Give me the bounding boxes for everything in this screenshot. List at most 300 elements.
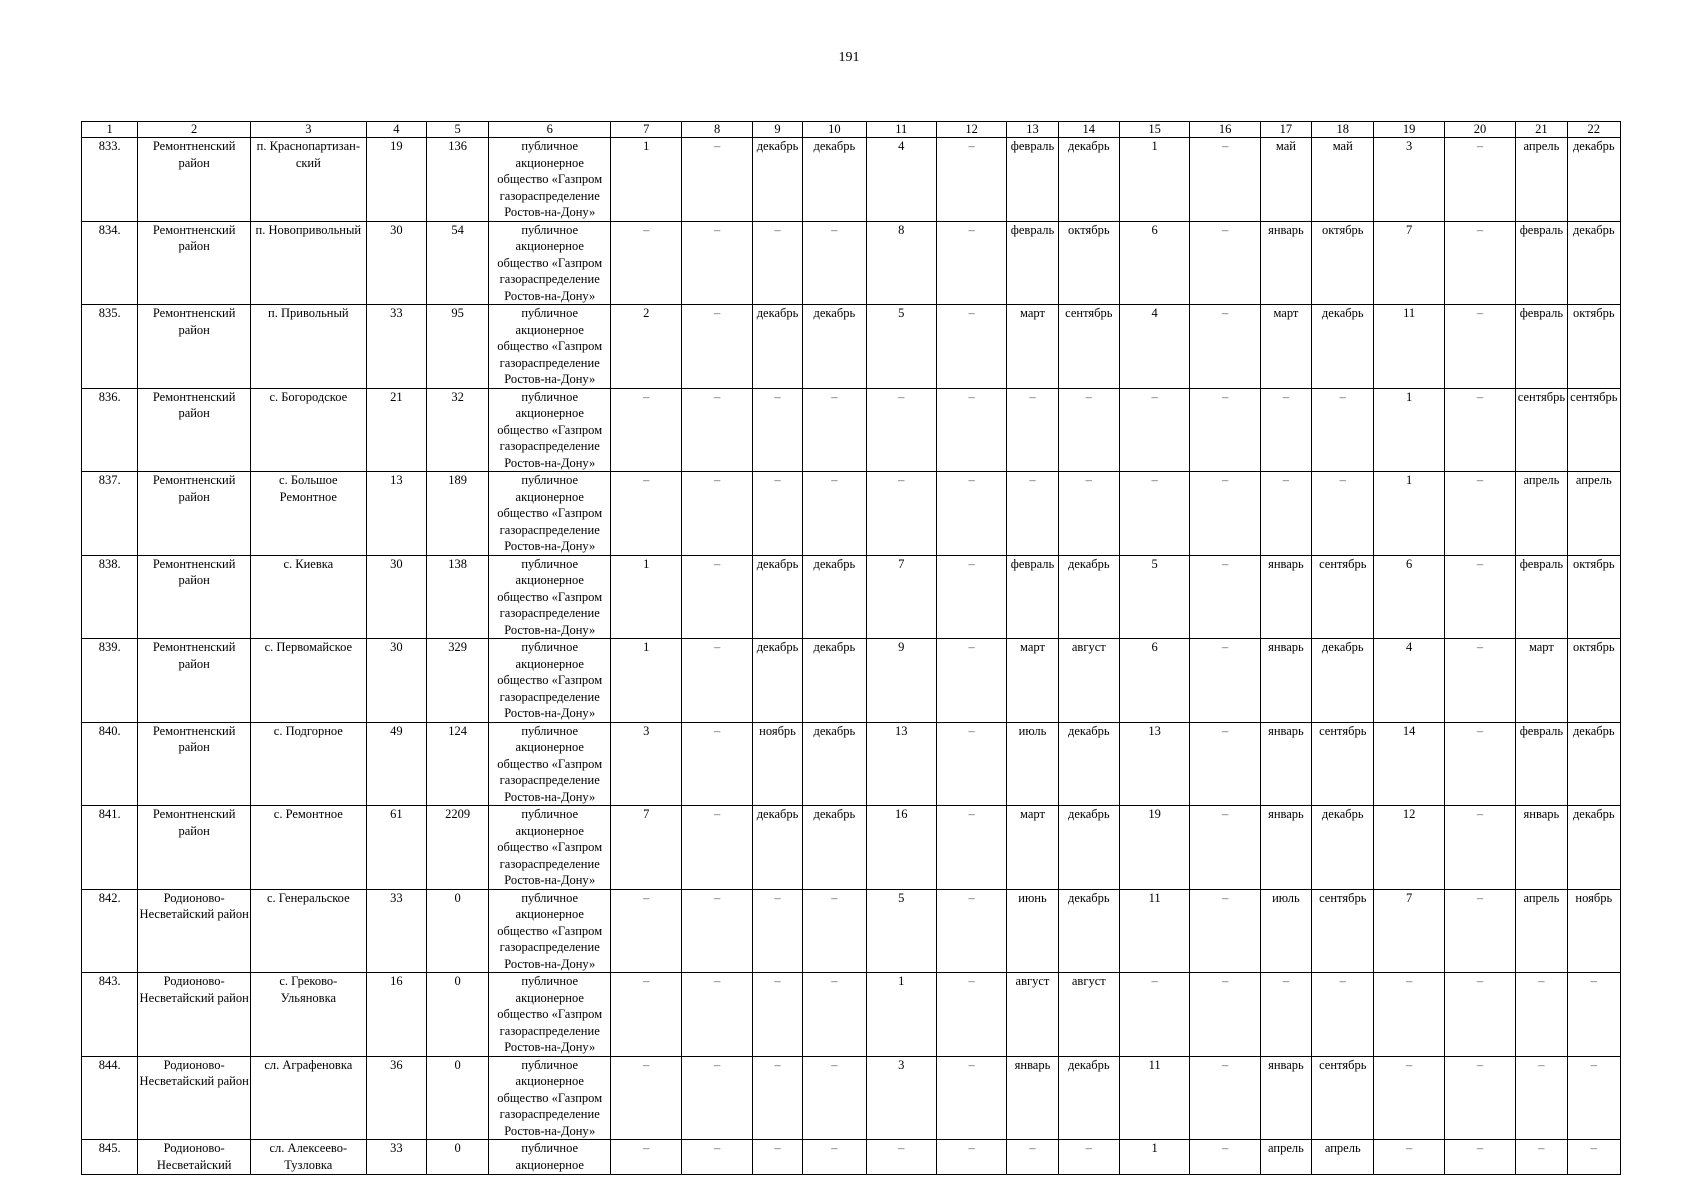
table-cell: –	[1260, 973, 1311, 1057]
table-cell: –	[752, 1056, 802, 1140]
table-cell: –	[1190, 973, 1260, 1057]
table-cell: 1	[1374, 388, 1444, 472]
table-cell: –	[1190, 1056, 1260, 1140]
table-cell: декабрь	[803, 138, 866, 222]
table-cell: –	[682, 388, 752, 472]
table-cell: 11	[1119, 889, 1189, 973]
table-cell: 30	[366, 221, 426, 305]
table-cell: –	[803, 388, 866, 472]
table-cell: –	[1516, 1056, 1567, 1140]
table-row	[82, 639, 1621, 723]
table-cell: 6	[1374, 555, 1444, 639]
table-cell: –	[936, 639, 1006, 723]
table-cell: –	[936, 472, 1006, 556]
table-cell: публичное акционерное общество «Газпром газораспределение Ростов-на-Дону»	[489, 221, 611, 305]
table-cell: январь	[1260, 639, 1311, 723]
table-cell: –	[1444, 221, 1515, 305]
table-cell: –	[752, 973, 802, 1057]
table-cell: декабрь	[1058, 1056, 1119, 1140]
table-cell: 2	[611, 305, 682, 389]
table-cell: июль	[1007, 722, 1058, 806]
table-cell: –	[1260, 472, 1311, 556]
table-cell: декабрь	[1567, 221, 1620, 305]
table-cell: 33	[366, 305, 426, 389]
table-cell: –	[752, 388, 802, 472]
table-row	[82, 555, 1621, 639]
table-cell: 3	[866, 1056, 936, 1140]
table-cell: –	[936, 388, 1006, 472]
table-cell: –	[682, 472, 752, 556]
table-cell: 16	[366, 973, 426, 1057]
table-cell: сентябрь	[1312, 722, 1374, 806]
table-cell: –	[682, 1140, 752, 1175]
table-cell: декабрь	[1058, 555, 1119, 639]
table-cell: октябрь	[1312, 221, 1374, 305]
column-header: 20	[1444, 122, 1515, 138]
page-number: 191	[838, 50, 860, 65]
table-cell: –	[1119, 973, 1189, 1057]
table-cell: март	[1260, 305, 1311, 389]
table-cell: 138	[427, 555, 489, 639]
table-cell: 8	[866, 221, 936, 305]
table-cell: –	[1444, 806, 1515, 890]
table-cell: апрель	[1567, 472, 1620, 556]
table-cell: 1	[611, 138, 682, 222]
table-cell: –	[682, 889, 752, 973]
table-cell: –	[1119, 472, 1189, 556]
header-row	[82, 122, 1621, 138]
table-cell: июнь	[1007, 889, 1058, 973]
table-cell: декабрь	[1058, 889, 1119, 973]
table-cell: –	[1260, 388, 1311, 472]
table-cell: –	[1190, 388, 1260, 472]
table-cell: –	[803, 973, 866, 1057]
table-cell: декабрь	[752, 639, 802, 723]
column-header: 8	[682, 122, 752, 138]
table-row	[82, 722, 1621, 806]
table-cell: –	[611, 889, 682, 973]
table-cell: 1	[611, 639, 682, 723]
table-cell: декабрь	[1567, 806, 1620, 890]
table-cell: октябрь	[1058, 221, 1119, 305]
table-cell: –	[936, 138, 1006, 222]
table-cell: 844.	[82, 1056, 138, 1140]
table-cell: 33	[366, 1140, 426, 1175]
table-cell: –	[866, 388, 936, 472]
table-cell: 834.	[82, 221, 138, 305]
table-cell: 837.	[82, 472, 138, 556]
table-cell: 833.	[82, 138, 138, 222]
table-cell: –	[1516, 1140, 1567, 1175]
table-cell: май	[1312, 138, 1374, 222]
table-cell: 6	[1119, 639, 1189, 723]
table-cell: –	[1312, 472, 1374, 556]
table-cell: 11	[1119, 1056, 1189, 1140]
table-cell: декабрь	[1058, 806, 1119, 890]
table-cell: 5	[866, 889, 936, 973]
table-cell: 843.	[82, 973, 138, 1057]
table-cell: 835.	[82, 305, 138, 389]
table-cell: Ремонтненский район	[138, 806, 251, 890]
table-cell: 13	[1119, 722, 1189, 806]
table-cell: декабрь	[1058, 138, 1119, 222]
table-cell: январь	[1007, 1056, 1058, 1140]
data-table	[81, 121, 1621, 1175]
table-cell: –	[1444, 555, 1515, 639]
table-cell: январь	[1260, 722, 1311, 806]
table-cell: январь	[1260, 806, 1311, 890]
table-cell: март	[1516, 639, 1567, 723]
table-cell: декабрь	[1567, 138, 1620, 222]
column-header: 19	[1374, 122, 1444, 138]
table-cell: –	[936, 305, 1006, 389]
table-cell: –	[936, 889, 1006, 973]
table-cell: –	[1119, 388, 1189, 472]
column-header: 5	[427, 122, 489, 138]
table-cell: –	[611, 472, 682, 556]
table-cell: 7	[611, 806, 682, 890]
table-cell: декабрь	[1312, 305, 1374, 389]
table-cell: 0	[427, 1056, 489, 1140]
table-cell: сентябрь	[1312, 889, 1374, 973]
table-cell: –	[936, 806, 1006, 890]
table-cell: –	[803, 221, 866, 305]
table-cell: декабрь	[803, 305, 866, 389]
column-header: 14	[1058, 122, 1119, 138]
column-header: 6	[489, 122, 611, 138]
table-cell: Ремонтненский район	[138, 388, 251, 472]
table-cell: –	[682, 806, 752, 890]
table-cell: декабрь	[752, 806, 802, 890]
table-cell: –	[1444, 973, 1515, 1057]
table-cell: –	[752, 1140, 802, 1175]
table-cell: декабрь	[1312, 639, 1374, 723]
table-cell: сентябрь	[1516, 388, 1567, 472]
table-cell: 1	[611, 555, 682, 639]
table-cell: –	[1444, 1140, 1515, 1175]
table-cell: 842.	[82, 889, 138, 973]
table-cell: публичное акционерное общество «Газпром газораспределение Ростов-на-Дону»	[489, 639, 611, 723]
table-cell: 61	[366, 806, 426, 890]
table-cell: –	[936, 973, 1006, 1057]
table-cell: –	[1312, 973, 1374, 1057]
column-header: 13	[1007, 122, 1058, 138]
table-cell: Ремонтненский район	[138, 555, 251, 639]
table-cell: ноябрь	[1567, 889, 1620, 973]
table-cell: –	[1444, 305, 1515, 389]
column-header: 10	[803, 122, 866, 138]
table-cell: –	[1567, 1056, 1620, 1140]
table-cell: –	[682, 973, 752, 1057]
table-cell: январь	[1260, 221, 1311, 305]
table-cell: 836.	[82, 388, 138, 472]
table-cell: –	[936, 221, 1006, 305]
table-cell: 11	[1374, 305, 1444, 389]
table-cell: –	[1374, 1140, 1444, 1175]
table-cell: публичное акционерное общество «Газпром газораспределение Ростов-на-Дону»	[489, 305, 611, 389]
table-row	[82, 806, 1621, 890]
table-cell: –	[752, 472, 802, 556]
table-cell: Ремонтненский район	[138, 722, 251, 806]
table-cell: 4	[866, 138, 936, 222]
table-cell: 189	[427, 472, 489, 556]
table-cell: 9	[866, 639, 936, 723]
table-cell: февраль	[1516, 722, 1567, 806]
table-cell: публичное акционерное общество «Газпром газораспределение Ростов-на-Дону»	[489, 472, 611, 556]
table-cell: –	[803, 472, 866, 556]
table-cell: 329	[427, 639, 489, 723]
table-cell: февраль	[1516, 305, 1567, 389]
table-cell: 21	[366, 388, 426, 472]
table-cell: п. Краснопартизан-ский	[250, 138, 366, 222]
table-cell: февраль	[1516, 221, 1567, 305]
table-cell: декабрь	[1312, 806, 1374, 890]
column-header: 18	[1312, 122, 1374, 138]
table-cell: –	[1190, 221, 1260, 305]
table-cell: декабрь	[803, 806, 866, 890]
table-cell: февраль	[1516, 555, 1567, 639]
table-cell: –	[936, 1056, 1006, 1140]
column-header: 15	[1119, 122, 1189, 138]
column-header: 1	[82, 122, 138, 138]
table-row	[82, 221, 1621, 305]
table-cell: декабрь	[1567, 722, 1620, 806]
table-cell: сентябрь	[1058, 305, 1119, 389]
table-cell: 30	[366, 639, 426, 723]
column-header: 22	[1567, 122, 1620, 138]
table-cell: с. Подгорное	[250, 722, 366, 806]
table-cell: публичное акционерное общество «Газпром газораспределение Ростов-на-Дону»	[489, 138, 611, 222]
table-row	[82, 138, 1621, 222]
table-cell: –	[1374, 973, 1444, 1057]
table-cell: –	[1190, 639, 1260, 723]
table-cell: апрель	[1516, 138, 1567, 222]
table-cell: 1	[1119, 1140, 1189, 1175]
table-cell: август	[1058, 639, 1119, 723]
table-cell: –	[611, 1056, 682, 1140]
table-cell: 0	[427, 889, 489, 973]
table-cell: публичное акционерное	[489, 1140, 611, 1175]
column-header: 21	[1516, 122, 1567, 138]
table-cell: –	[682, 138, 752, 222]
column-header: 16	[1190, 122, 1260, 138]
table-cell: –	[1190, 806, 1260, 890]
table-cell: –	[1312, 388, 1374, 472]
table-row	[82, 472, 1621, 556]
table-cell: март	[1007, 639, 1058, 723]
table-cell: 4	[1374, 639, 1444, 723]
table-cell: –	[1190, 472, 1260, 556]
table-cell: 136	[427, 138, 489, 222]
table-row	[82, 889, 1621, 973]
table-cell: февраль	[1007, 221, 1058, 305]
table-cell: Ремонтненский район	[138, 138, 251, 222]
table-cell: 95	[427, 305, 489, 389]
table-cell: октябрь	[1567, 305, 1620, 389]
table-cell: –	[1190, 722, 1260, 806]
table-cell: 54	[427, 221, 489, 305]
table-row	[82, 388, 1621, 472]
table-cell: январь	[1260, 555, 1311, 639]
table-cell: –	[936, 555, 1006, 639]
table-cell: 13	[866, 722, 936, 806]
table-cell: сл. Алексеево-Тузловка	[250, 1140, 366, 1175]
table-cell: –	[1516, 973, 1567, 1057]
table-cell: декабрь	[752, 138, 802, 222]
table-cell: –	[1374, 1056, 1444, 1140]
table-cell: 845.	[82, 1140, 138, 1175]
table-cell: –	[936, 1140, 1006, 1175]
table-cell: 7	[1374, 889, 1444, 973]
table-cell: август	[1058, 973, 1119, 1057]
table-cell: –	[1190, 305, 1260, 389]
table-cell: 14	[1374, 722, 1444, 806]
table-cell: апрель	[1516, 889, 1567, 973]
table-cell: 30	[366, 555, 426, 639]
table-cell: –	[1444, 388, 1515, 472]
table-cell: 2209	[427, 806, 489, 890]
table-cell: Ремонтненский район	[138, 305, 251, 389]
table-cell: октябрь	[1567, 639, 1620, 723]
table-cell: 16	[866, 806, 936, 890]
table-cell: –	[682, 555, 752, 639]
table-cell: 0	[427, 1140, 489, 1175]
table-row	[82, 305, 1621, 389]
table-cell: –	[1444, 138, 1515, 222]
table-cell: –	[1190, 555, 1260, 639]
table-cell: 4	[1119, 305, 1189, 389]
column-header: 11	[866, 122, 936, 138]
table-cell: 840.	[82, 722, 138, 806]
table-row	[82, 973, 1621, 1057]
table-cell: 13	[366, 472, 426, 556]
table-cell: –	[682, 1056, 752, 1140]
table-cell: 841.	[82, 806, 138, 890]
table-cell: п. Привольный	[250, 305, 366, 389]
column-header: 4	[366, 122, 426, 138]
table-cell: март	[1007, 806, 1058, 890]
table-cell: декабрь	[1058, 722, 1119, 806]
table-cell: 0	[427, 973, 489, 1057]
table-cell: с. Греково-Ульяновка	[250, 973, 366, 1057]
table-cell: 838.	[82, 555, 138, 639]
table-cell: –	[866, 1140, 936, 1175]
table-cell: с. Генеральское	[250, 889, 366, 973]
column-header: 3	[250, 122, 366, 138]
table-cell: –	[803, 889, 866, 973]
table-cell: ноябрь	[752, 722, 802, 806]
table-cell: 1	[1374, 472, 1444, 556]
table-cell: –	[1190, 889, 1260, 973]
table-cell: 36	[366, 1056, 426, 1140]
table-cell: –	[611, 221, 682, 305]
table-cell: декабрь	[803, 722, 866, 806]
table-cell: –	[611, 388, 682, 472]
table-cell: –	[1007, 388, 1058, 472]
table-cell: –	[682, 722, 752, 806]
table-cell: Ремонтненский район	[138, 639, 251, 723]
table-cell: декабрь	[752, 555, 802, 639]
table-cell: –	[1058, 1140, 1119, 1175]
table-cell: п. Новопривольный	[250, 221, 366, 305]
table-cell: с. Ремонтное	[250, 806, 366, 890]
table-cell: –	[866, 472, 936, 556]
table-cell: публичное акционерное общество «Газпром газораспределение Ростов-на-Дону»	[489, 555, 611, 639]
table-cell: август	[1007, 973, 1058, 1057]
table-cell: –	[1444, 722, 1515, 806]
table-cell: 32	[427, 388, 489, 472]
table-cell: Родионово-Несветайский	[138, 1140, 251, 1175]
table-cell: сентябрь	[1312, 1056, 1374, 1140]
table-cell: февраль	[1007, 555, 1058, 639]
table-cell: 7	[866, 555, 936, 639]
table-cell: –	[1190, 1140, 1260, 1175]
table-cell: 1	[1119, 138, 1189, 222]
table-cell: –	[1444, 639, 1515, 723]
table-cell: –	[1444, 472, 1515, 556]
table-cell: январь	[1260, 1056, 1311, 1140]
table-cell: –	[1567, 1140, 1620, 1175]
table-cell: публичное акционерное общество «Газпром газораспределение Ростов-на-Дону»	[489, 722, 611, 806]
column-header: 9	[752, 122, 802, 138]
table-cell: –	[803, 1056, 866, 1140]
column-header: 7	[611, 122, 682, 138]
table-cell: декабрь	[803, 555, 866, 639]
table-cell: с. Большое Ремонтное	[250, 472, 366, 556]
table-cell: сентябрь	[1567, 388, 1620, 472]
table-cell: –	[1567, 973, 1620, 1057]
table-cell: октябрь	[1567, 555, 1620, 639]
table-cell: 33	[366, 889, 426, 973]
table-cell: публичное акционерное общество «Газпром газораспределение Ростов-на-Дону»	[489, 889, 611, 973]
table-cell: сентябрь	[1312, 555, 1374, 639]
table-cell: –	[803, 1140, 866, 1175]
column-header: 12	[936, 122, 1006, 138]
column-header: 17	[1260, 122, 1311, 138]
column-header: 2	[138, 122, 251, 138]
table-cell: май	[1260, 138, 1311, 222]
table-cell: апрель	[1312, 1140, 1374, 1175]
table-cell: декабрь	[803, 639, 866, 723]
table-cell: 3	[611, 722, 682, 806]
table-cell: декабрь	[752, 305, 802, 389]
table-cell: Родионово-Несветайский район	[138, 889, 251, 973]
table-cell: –	[611, 1140, 682, 1175]
table-cell: –	[752, 221, 802, 305]
table-cell: 5	[1119, 555, 1189, 639]
table-cell: 6	[1119, 221, 1189, 305]
table-cell: 49	[366, 722, 426, 806]
table-cell: 7	[1374, 221, 1444, 305]
table-cell: январь	[1516, 806, 1567, 890]
table-cell: –	[682, 639, 752, 723]
table-cell: –	[1058, 388, 1119, 472]
table-cell: –	[752, 889, 802, 973]
table-cell: март	[1007, 305, 1058, 389]
table-cell: Родионово-Несветайский район	[138, 973, 251, 1057]
table-cell: публичное акционерное общество «Газпром газораспределение Ростов-на-Дону»	[489, 973, 611, 1057]
table-cell: Родионово-Несветайский район	[138, 1056, 251, 1140]
table-cell: апрель	[1516, 472, 1567, 556]
table-cell: –	[682, 305, 752, 389]
table-cell: Ремонтненский район	[138, 221, 251, 305]
table-cell: –	[1058, 472, 1119, 556]
table-cell: 5	[866, 305, 936, 389]
table-cell: 839.	[82, 639, 138, 723]
table-cell: 12	[1374, 806, 1444, 890]
table-cell: –	[611, 973, 682, 1057]
table-row	[82, 1140, 1621, 1175]
